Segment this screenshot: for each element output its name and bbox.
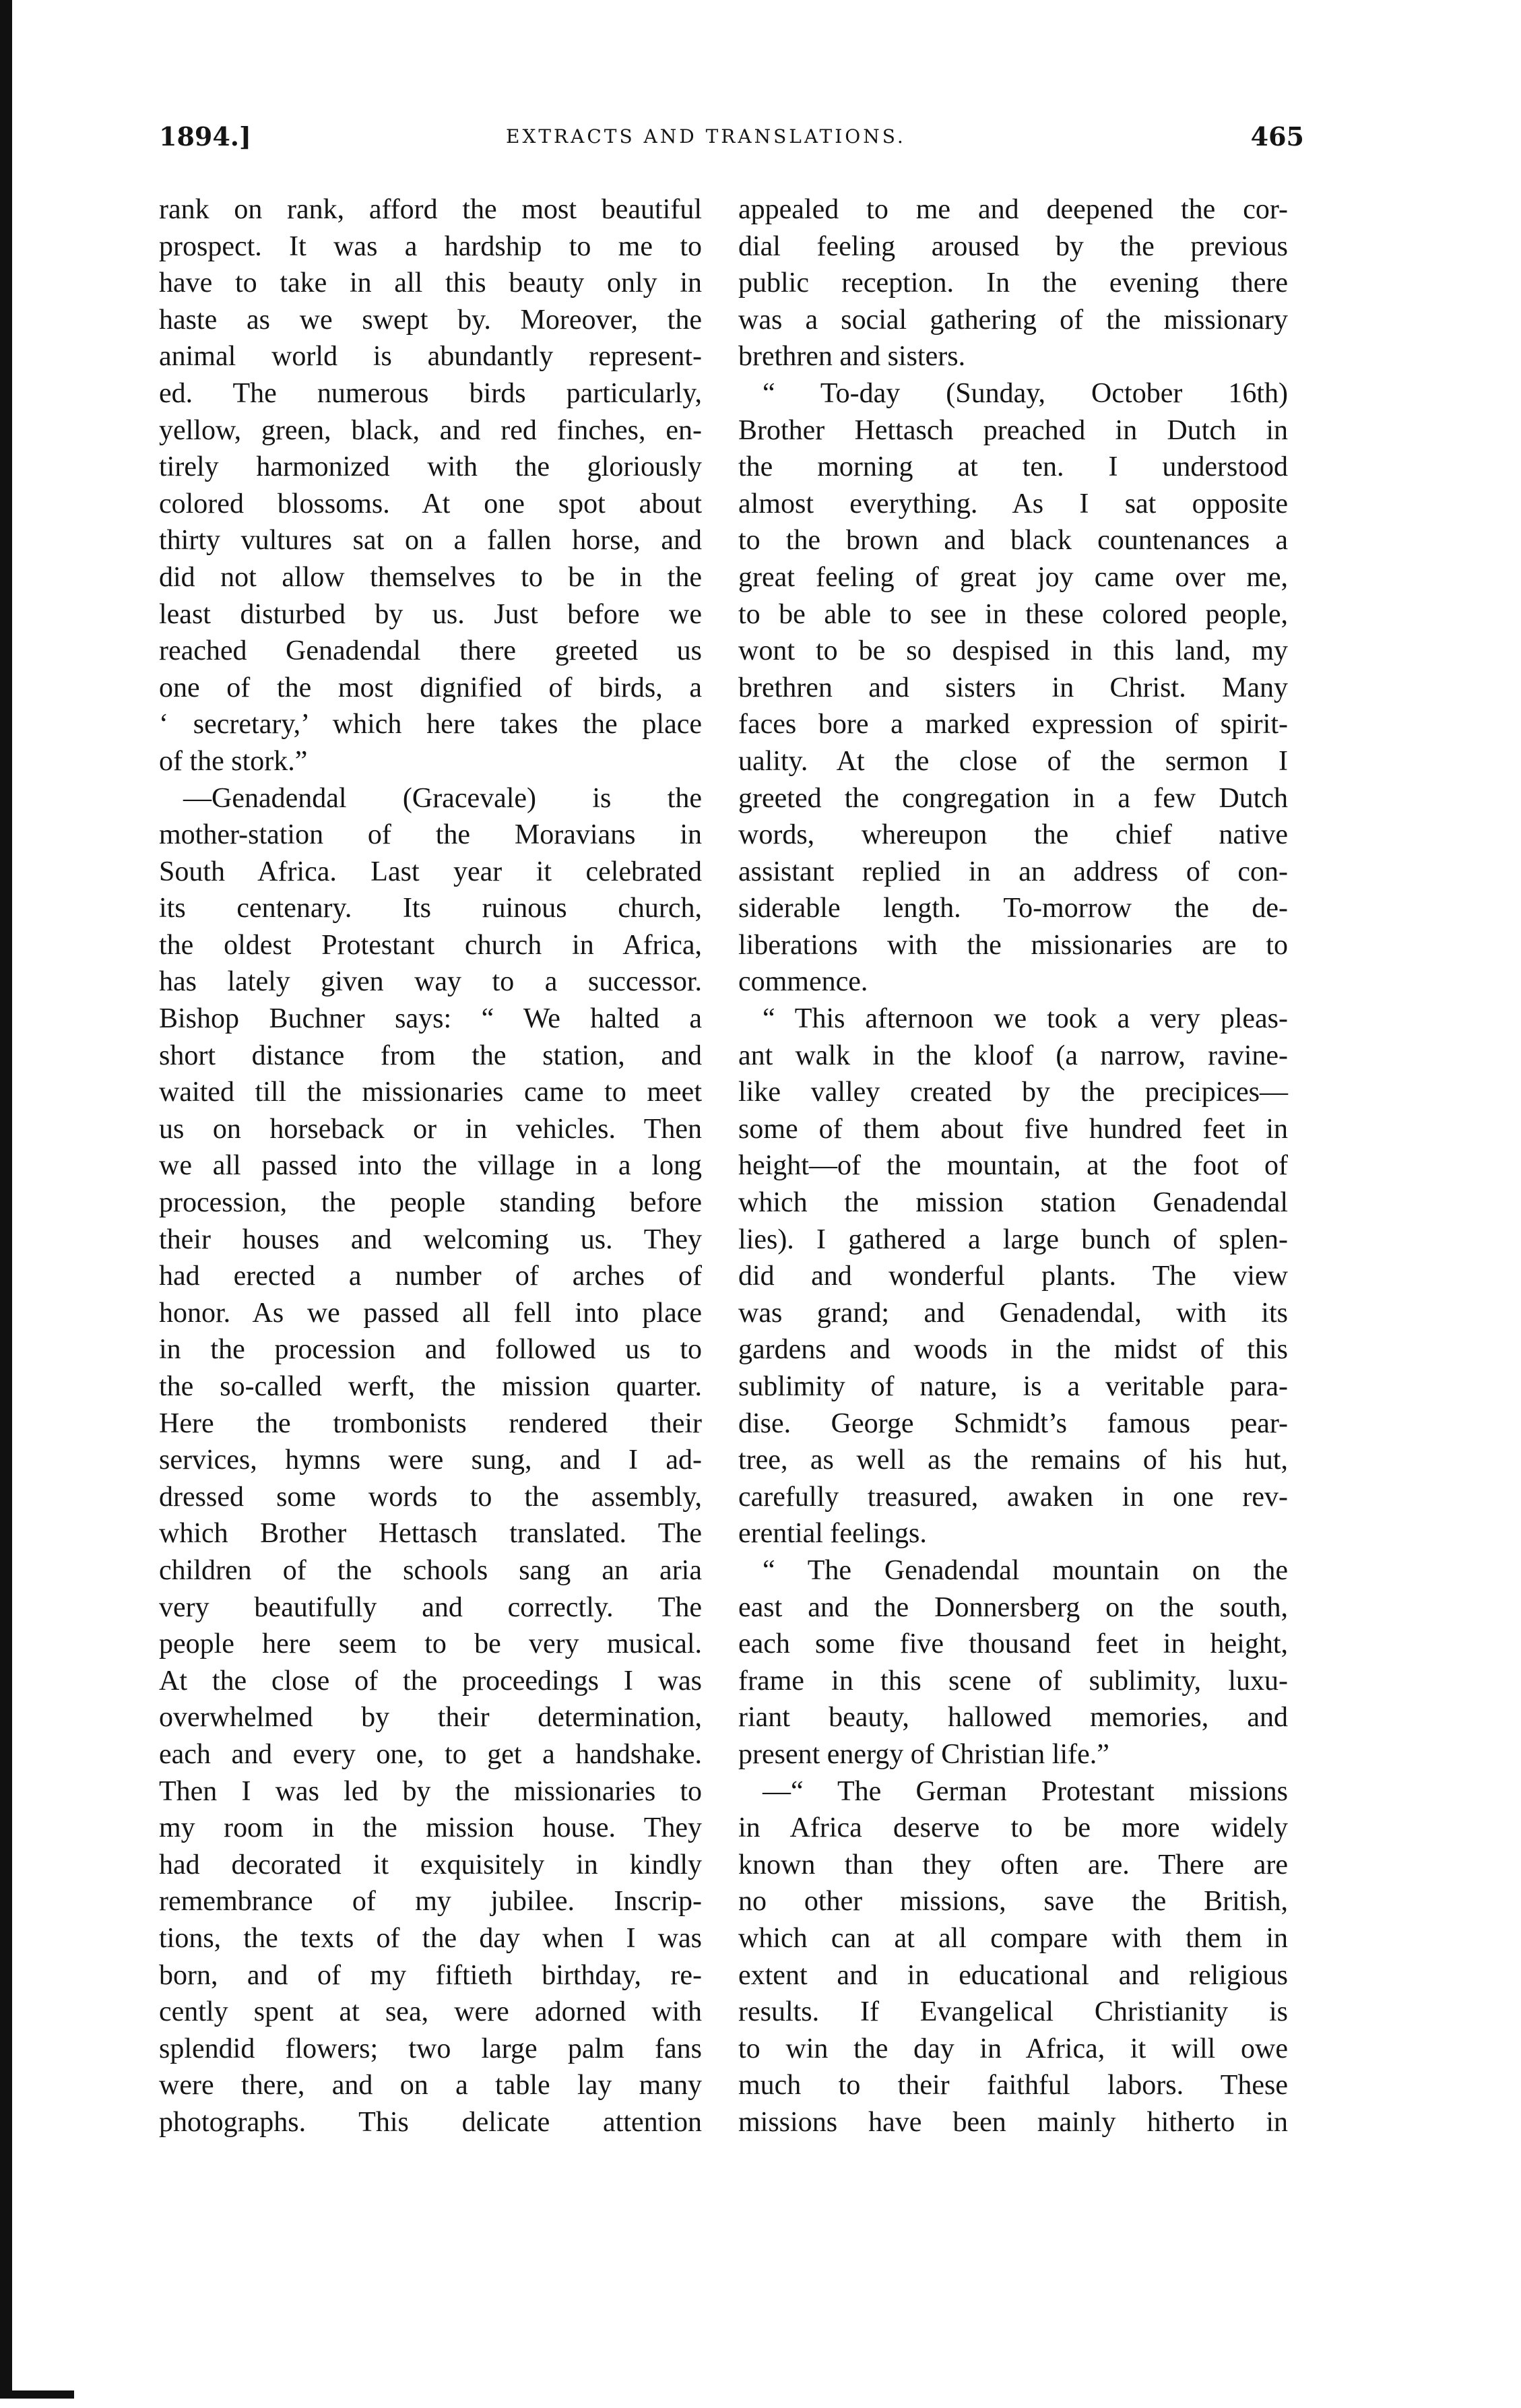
text-line: rank on rank, afford the most beautiful (159, 194, 702, 225)
text-line: Here the trombonists rendered their (159, 1407, 702, 1439)
text-line: the so-called werft, the mission quarter. (159, 1371, 702, 1402)
text-line: which Brother Hettasch translated. The (159, 1518, 702, 1550)
text-line: in the procession and followed us to (159, 1334, 702, 1366)
text-line: “ To-day (Sunday, October 16th) (763, 377, 1288, 409)
text-line: —“ The German Protestant missions (763, 1775, 1288, 1807)
text-line: to win the day in Africa, it will owe (738, 2033, 1288, 2064)
text-line: least disturbed by us. Just before we (159, 598, 702, 630)
text-line: has lately given way to a successor. (159, 966, 702, 998)
text-line: prospect. It was a hardship to me to (159, 230, 702, 262)
text-line: almost everything. As I sat opposite (738, 488, 1288, 519)
text-line: did and wonderful plants. The view (738, 1261, 1288, 1292)
text-line: splendid flowers; two large palm fans (159, 2033, 702, 2064)
text-line: to be able to see in these colored people, (738, 598, 1288, 630)
text-line: frame in this scene of sublimity, luxu- (738, 1665, 1288, 1697)
text-line: did not allow themselves to be in the (159, 561, 702, 593)
text-line: people here seem to be very musical. (159, 1628, 702, 1660)
text-line: procession, the people standing before (159, 1187, 702, 1219)
text-line: assistant replied in an address of con- (738, 856, 1288, 887)
text-line: Bishop Buchner says: “ We halted a (159, 1003, 702, 1035)
text-line: born, and of my fiftieth birthday, re- (159, 1959, 702, 1991)
text-line: thirty vultures sat on a fallen horse, and (159, 525, 702, 557)
text-line: extent and in educational and religious (738, 1959, 1288, 1991)
text-line: east and the Donnersberg on the south, (738, 1591, 1288, 1623)
text-line: like valley created by the precipices— (738, 1077, 1288, 1108)
text-line: photographs. This delicate attention (159, 2106, 702, 2138)
text-line: wont to be so despised in this land, my (738, 635, 1288, 667)
text-line: results. If Evangelical Christianity is (738, 1996, 1288, 2028)
text-line: yellow, green, black, and red finches, en- (159, 414, 702, 446)
text-line: siderable length. To-morrow the de- (738, 893, 1288, 924)
text-line: “ The Genadendal mountain on the (763, 1554, 1288, 1586)
page-number: 465 (1250, 121, 1304, 152)
text-line: carefully treasured, awaken in one rev- (738, 1481, 1288, 1513)
text-line: overwhelmed by their determination, (159, 1702, 702, 1734)
right-column (738, 191, 1288, 2141)
text-line: South Africa. Last year it celebrated (159, 856, 702, 887)
text-line: “ This afternoon we took a very pleas- (763, 1003, 1288, 1035)
header-title: EXTRACTS AND TRANSLATIONS. (506, 125, 906, 148)
text-line: liberations with the missionaries are to (738, 929, 1288, 961)
text-line: commence. (738, 966, 868, 998)
text-line: lies). I gathered a large bunch of splen- (738, 1224, 1288, 1255)
text-line: animal world is abundantly represent- (159, 341, 702, 373)
text-line: tree, as well as the remains of his hut, (738, 1445, 1288, 1476)
text-line: was grand; and Genadendal, with its (738, 1297, 1288, 1329)
text-line: no other missions, save the British, (738, 1886, 1288, 1918)
text-line: riant beauty, hallowed memories, and (738, 1702, 1288, 1734)
text-line: Then I was led by the missionaries to (159, 1775, 702, 1807)
text-line: dressed some words to the assembly, (159, 1481, 702, 1513)
text-line: their houses and welcoming us. They (159, 1224, 702, 1255)
text-line: ant walk in the kloof (a narrow, ravine- (738, 1040, 1288, 1071)
text-line: which the mission station Genadendal (738, 1187, 1288, 1219)
text-line: At the close of the proceedings I was (159, 1665, 702, 1697)
text-line: waited till the missionaries came to meet (159, 1077, 702, 1108)
text-line: honor. As we passed all fell into place (159, 1297, 702, 1329)
text-line: public reception. In the evening there (738, 267, 1288, 299)
text-line: ed. The numerous birds particularly, (159, 377, 702, 409)
text-line: some of them about five hundred feet in (738, 1113, 1288, 1145)
text-line: children of the schools sang an aria (159, 1554, 702, 1586)
text-line: great feeling of great joy came over me, (738, 561, 1288, 593)
text-line: present energy of Christian life.” (738, 1738, 1109, 1770)
text-line: its centenary. Its ruinous church, (159, 893, 702, 924)
left-column (159, 191, 702, 2141)
text-line: remembrance of my jubilee. Inscrip- (159, 1886, 702, 1918)
text-line: known than they often are. There are (738, 1849, 1288, 1880)
header-year: 1894.] (159, 121, 251, 152)
text-line: greeted the congregation in a few Dutch (738, 782, 1288, 814)
text-line: gardens and woods in the midst of this (738, 1334, 1288, 1366)
text-line: reached Genadendal there greeted us (159, 635, 702, 667)
text-line: haste as we swept by. Moreover, the (159, 304, 702, 336)
text-line: each and every one, to get a handshake. (159, 1738, 702, 1770)
text-line: to the brown and black countenances a (738, 525, 1288, 557)
text-line: missions have been mainly hitherto in (738, 2106, 1288, 2138)
text-line: services, hymns were sung, and I ad- (159, 1445, 702, 1476)
text-line: Brother Hettasch preached in Dutch in (738, 414, 1288, 446)
text-line: —Genadendal (Gracevale) is the (183, 782, 702, 814)
text-line: tions, the texts of the day when I was (159, 1922, 702, 1954)
text-line: ‘ secretary,’ which here takes the place (159, 709, 702, 740)
text-line: was a social gathering of the missionary (738, 304, 1288, 336)
text-line: had erected a number of arches of (159, 1261, 702, 1292)
binding-edge-rule (0, 0, 12, 2399)
text-line: dise. George Schmidt’s famous pear- (738, 1407, 1288, 1439)
text-line: much to their faithful labors. These (738, 2070, 1288, 2101)
text-line: mother-station of the Moravians in (159, 819, 702, 851)
text-line: which can at all compare with them in (738, 1922, 1288, 1954)
text-line: uality. At the close of the sermon I (738, 745, 1288, 777)
text-line: we all passed into the village in a long (159, 1150, 702, 1182)
text-line: short distance from the station, and (159, 1040, 702, 1071)
text-line: colored blossoms. At one spot about (159, 488, 702, 519)
text-line: faces bore a marked expression of spirit- (738, 709, 1288, 740)
running-header (159, 121, 1304, 155)
text-line: had decorated it exquisitely in kindly (159, 1849, 702, 1880)
text-line: each some five thousand feet in height, (738, 1628, 1288, 1660)
text-line: words, whereupon the chief native (738, 819, 1288, 851)
text-line: brethren and sisters. (738, 341, 966, 373)
text-line: appealed to me and deepened the cor- (738, 194, 1288, 225)
text-line: erential feelings. (738, 1518, 927, 1550)
text-line: the morning at ten. I understood (738, 451, 1288, 483)
text-line: in Africa deserve to be more widely (738, 1812, 1288, 1844)
text-line: dial feeling aroused by the previous (738, 230, 1288, 262)
text-line: very beautifully and correctly. The (159, 1591, 702, 1623)
text-line: my room in the mission house. They (159, 1812, 702, 1844)
text-line: tirely harmonized with the gloriously (159, 451, 702, 483)
text-line: us on horseback or in vehicles. Then (159, 1113, 702, 1145)
text-line: sublimity of nature, is a veritable para- (738, 1371, 1288, 1402)
text-line: the oldest Protestant church in Africa, (159, 929, 702, 961)
text-line: height—of the mountain, at the foot of (738, 1150, 1288, 1182)
text-line: of the stork.” (159, 745, 308, 777)
text-line: one of the most dignified of birds, a (159, 672, 702, 703)
binding-edge-foot (0, 2390, 74, 2399)
text-line: have to take in all this beauty only in (159, 267, 702, 299)
text-line: cently spent at sea, were adorned with (159, 1996, 702, 2028)
text-line: brethren and sisters in Christ. Many (738, 672, 1288, 703)
text-line: were there, and on a table lay many (159, 2070, 702, 2101)
